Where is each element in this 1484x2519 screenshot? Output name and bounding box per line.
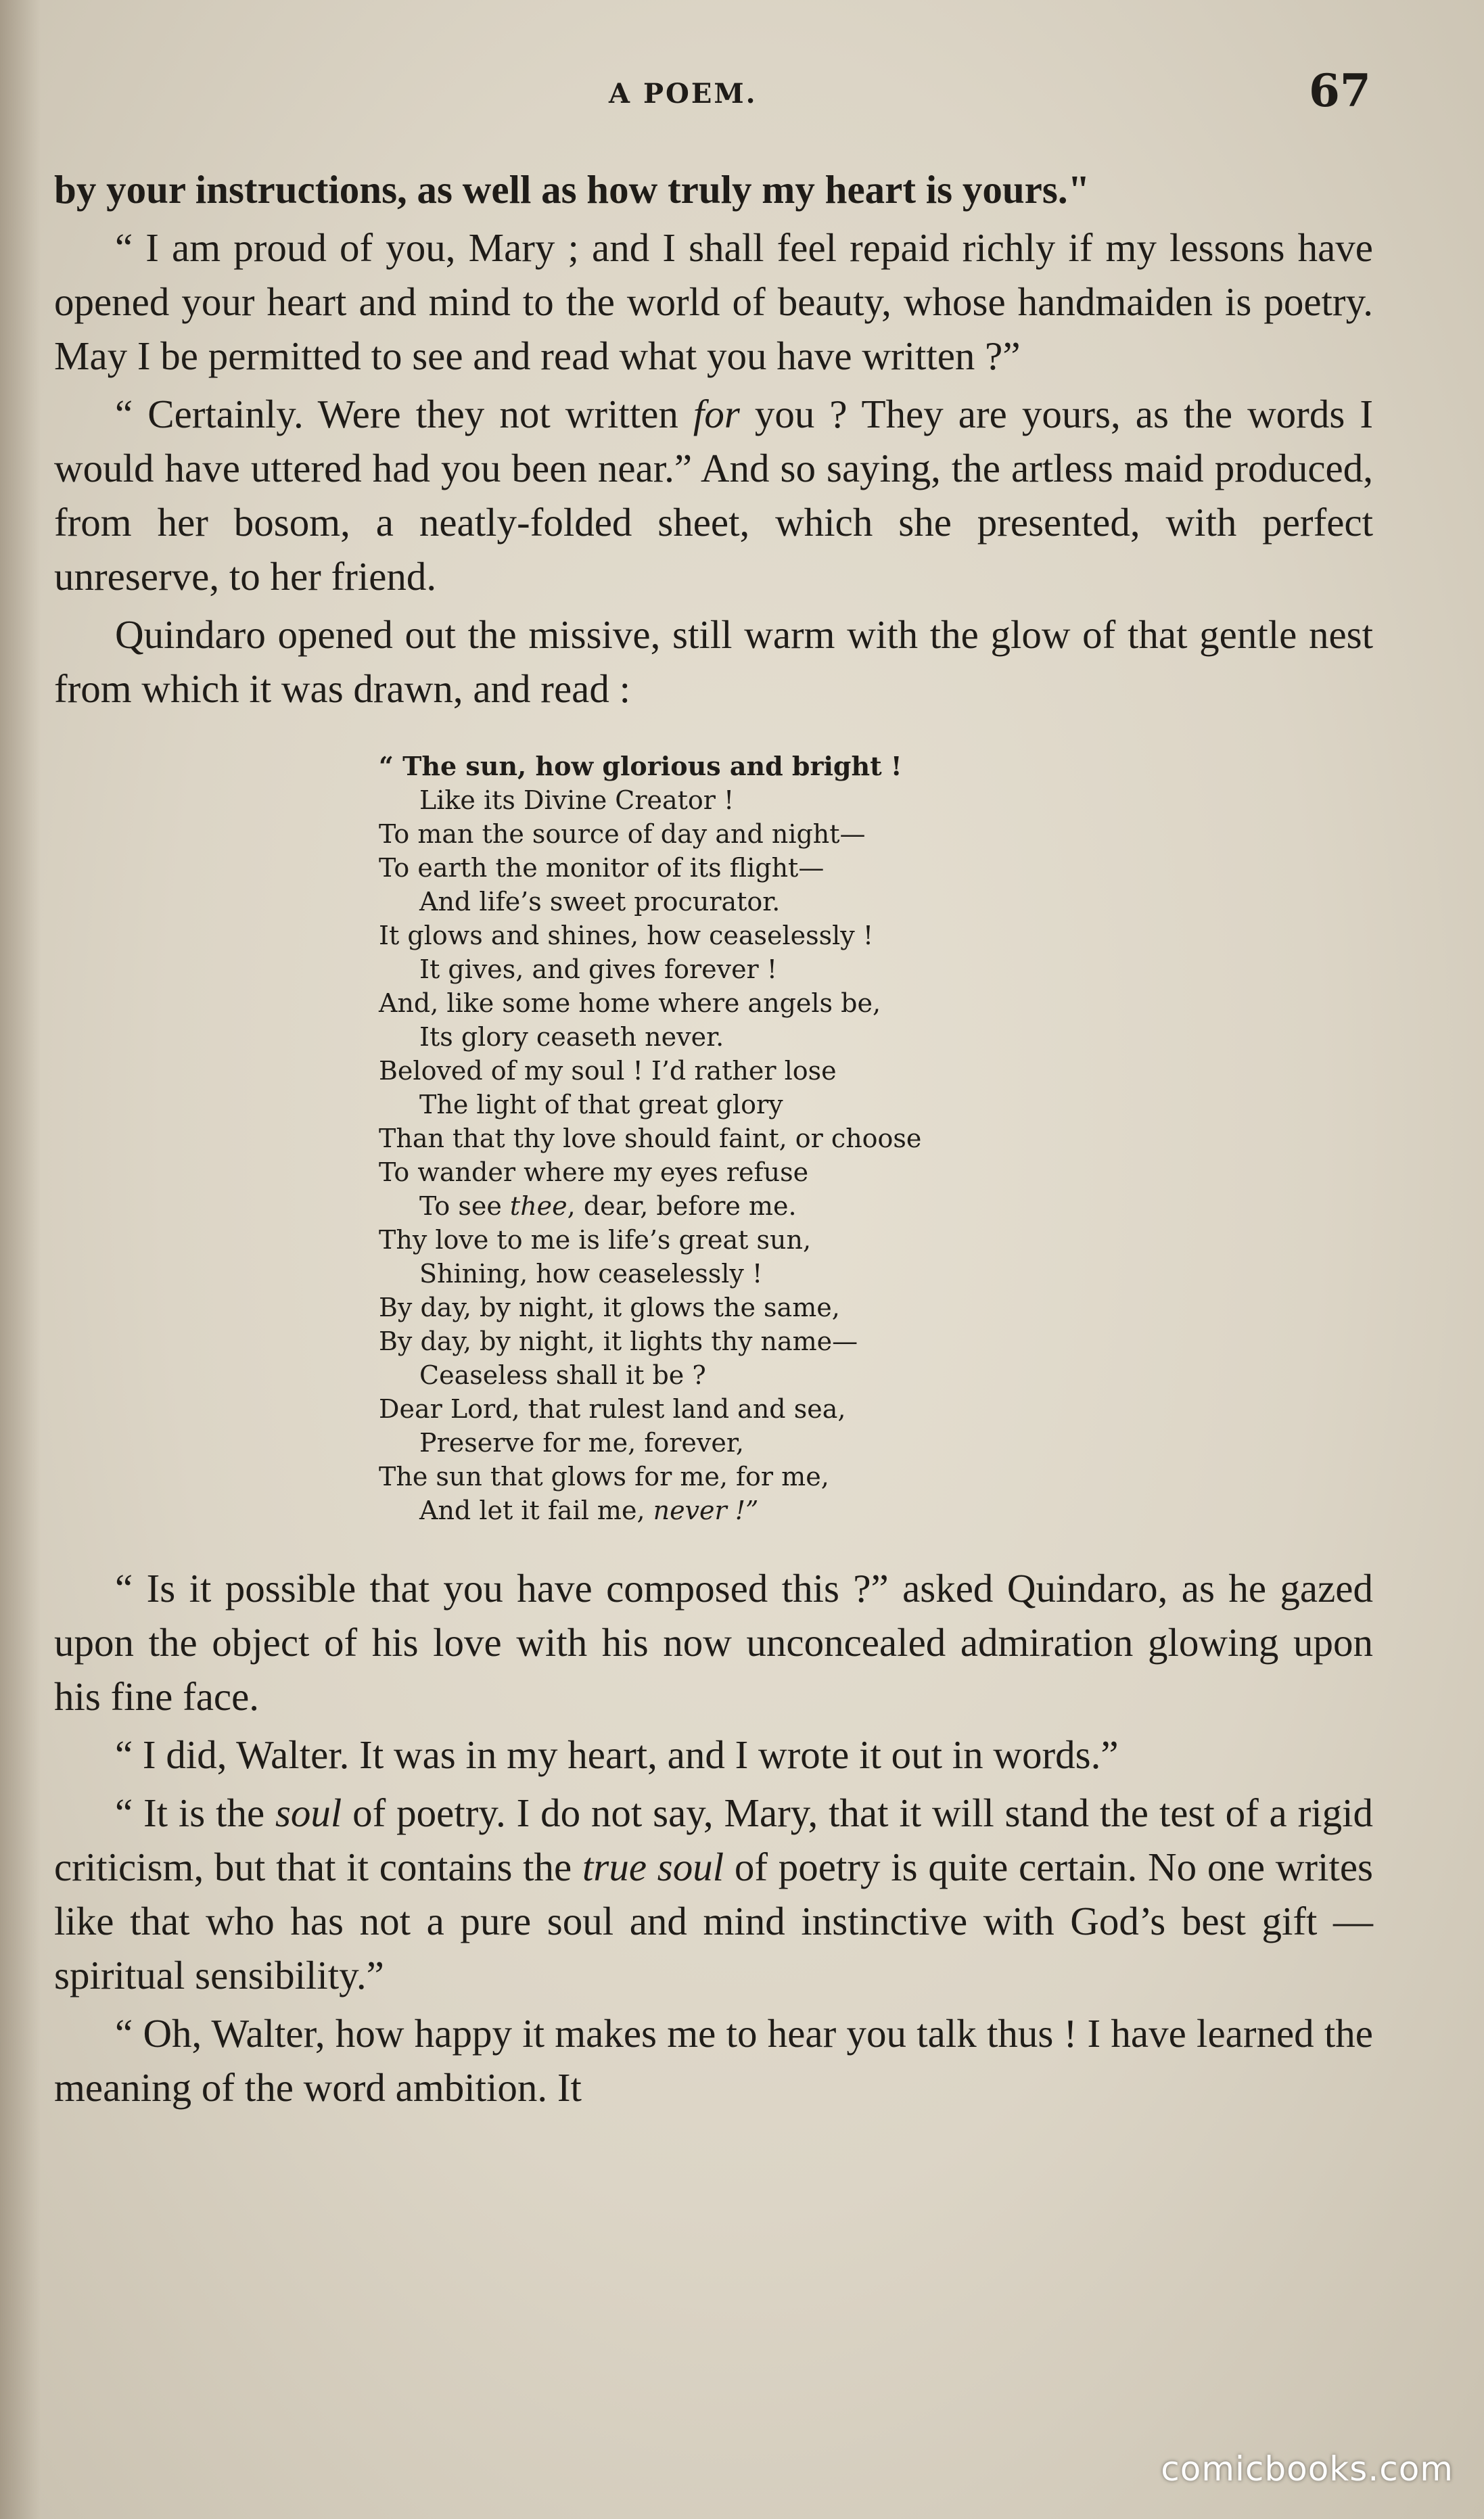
paragraph-6: “ I did, Walter. It was in my heart, and I wrote it out in words.”: [115, 1732, 1119, 1777]
paragraph-1: by your instructions, as well as how truly my heart is yours.": [54, 167, 1090, 212]
poem-line: And, like some home where angels be,: [379, 988, 881, 1018]
emphasis-true: true: [582, 1845, 647, 1889]
poem-line: [379, 1494, 1373, 1527]
page-gutter-shadow: [0, 0, 41, 2519]
poem-line-part: , dear, before me.: [567, 1191, 797, 1221]
paragraph-7-part-a: “ It is the: [115, 1790, 275, 1835]
poem-line: Than that thy love should faint, or choose: [379, 1124, 922, 1153]
poem-line: Like its Divine Creator !: [419, 785, 735, 815]
emphasis-never: never !”: [653, 1496, 759, 1525]
watermark: comicbooks.com: [1161, 2449, 1454, 2489]
paragraph-7-part-c: of poetry is quite certain. No one writes like that who has not a pure soul and mind instinctive with God’s best gift —spiritual sensibility.”: [54, 1845, 1373, 1997]
poem-line: Beloved of my soul ! I’d rather lose: [379, 1056, 837, 1086]
poem-line: To earth the monitor of its flight—: [379, 853, 825, 883]
poem: [379, 749, 1373, 1527]
poem-line: It gives, and gives forever !: [419, 954, 778, 984]
paragraph-3-part-b: you ? They are yours, as the words I would have uttered had you been near.” And so saying, the artless maid produced, from her bosom, a neatly-folded sheet, which she presented, with perfect unreserve, to her friend.: [54, 392, 1373, 599]
poem-line: Thy love to me is life’s great sun,: [379, 1225, 812, 1255]
poem-line: Its glory ceaseth never.: [419, 1022, 724, 1052]
running-head: A POEM.: [609, 78, 758, 110]
paragraph-5: “ Is it possible that you have composed this ?” asked Quindaro, as he gazed upon the object of his love with his now unconcealed admiration glowing upon his fine face.: [54, 1566, 1373, 1719]
paragraph-7-part-b: of poetry. I do not say, Mary, that it will stand the test of a rigid criticism, but that it contains the: [54, 1790, 1373, 1889]
page-number: 67: [1309, 64, 1371, 117]
paragraph-8: “ Oh, Walter, how happy it makes me to hear you talk thus ! I have learned the meaning of the word ambition. It: [54, 2011, 1373, 2110]
poem-line: It glows and shines, how ceaselessly !: [379, 921, 874, 950]
paragraph-3: [54, 387, 1373, 603]
emphasis-soul-2: soul: [647, 1845, 724, 1889]
page-header: [0, 64, 1484, 118]
paragraph-2: “ I am proud of you, Mary ; and I shall feel repaid richly if my lessons have opened your heart and mind to the world of beauty, whose handmaiden is poetry. May I be permitted to see and read what you have written ?”: [54, 225, 1373, 378]
poem-line: “ The sun, how glorious and bright !: [379, 751, 902, 781]
poem-line: To man the source of day and night—: [379, 819, 866, 849]
poem-line: And life’s sweet procurator.: [419, 887, 781, 917]
poem-line: [379, 1189, 1373, 1223]
poem-line: The sun that glows for me, for me,: [379, 1462, 829, 1492]
poem-line: Shining, how ceaselessly !: [419, 1259, 763, 1289]
paragraph-3-part-a: “ Certainly. Were they not written: [115, 392, 693, 436]
poem-line-part: And let it fail me,: [419, 1496, 653, 1525]
poem-line: The light of that great glory: [419, 1090, 783, 1119]
poem-line: Preserve for me, forever,: [419, 1428, 744, 1458]
poem-line: Dear Lord, that rulest land and sea,: [379, 1394, 846, 1424]
body-text: [54, 162, 1373, 2119]
poem-line: To wander where my eyes refuse: [379, 1157, 809, 1187]
poem-line: By day, by night, it glows the same,: [379, 1293, 840, 1322]
paragraph-4: Quindaro opened out the missive, still warm with the glow of that gentle nest from which it was drawn, and read :: [54, 612, 1373, 711]
emphasis-for: for: [693, 392, 740, 436]
poem-line: By day, by night, it lights thy name—: [379, 1326, 858, 1356]
poem-line: Ceaseless shall it be ?: [419, 1360, 706, 1390]
emphasis-soul: soul: [275, 1790, 342, 1835]
paragraph-7: [54, 1786, 1373, 2002]
emphasis-thee: thee: [509, 1191, 567, 1221]
poem-line-part: To see: [419, 1191, 510, 1221]
